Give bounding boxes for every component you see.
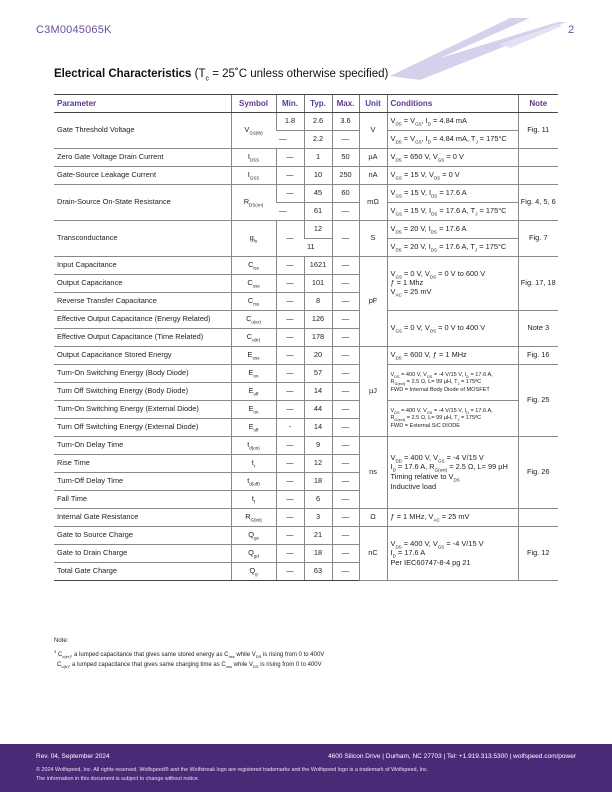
table-row: [54, 509, 558, 527]
table-row: [54, 257, 558, 275]
footnote-title: Note:: [54, 638, 69, 644]
symbol-cell: $C_{o(tr)}$: [231, 329, 276, 347]
max-cell: —: [332, 221, 359, 257]
param-cell: Zero Gate Voltage Drain Current: [54, 149, 231, 167]
min-cell: —: [276, 311, 304, 329]
min-cell: —: [276, 203, 304, 221]
note-cell: [518, 149, 558, 167]
symbol-cell: $I_{GSS}$: [231, 167, 276, 185]
col-header-min: Min.: [276, 95, 304, 113]
min-cell: —: [276, 563, 304, 581]
max-cell: —: [332, 419, 359, 437]
max-cell: —: [332, 329, 359, 347]
footnote-2: $C_{o(tr)}$, a lumped capacitance that gives same charging time as $C_{oss}$ while $V_{DS}$ is rising from 0 to 400V: [57, 662, 322, 670]
symbol-cell: $C_{o(er)}$: [231, 311, 276, 329]
typ-cell: 21: [304, 527, 332, 545]
max-cell: —: [332, 401, 359, 419]
symbol-cell: $C_{oss}$: [231, 275, 276, 293]
note-cell: Fig. 7: [518, 221, 558, 257]
table-row: [54, 113, 558, 131]
param-cell: Turn Off Switching Energy (External Diode): [54, 419, 231, 437]
table-header-row: [54, 95, 558, 113]
conditions-cell: $V_{DS} = V_{GS}$, $I_D = 4.84$ mA, $T_J = 175^\circ C$: [387, 131, 518, 149]
param-cell: Turn-On Switching Energy (External Diode): [54, 401, 231, 419]
typ-cell: 178: [304, 329, 332, 347]
unit-cell: ns: [359, 437, 387, 509]
col-header-unit: Unit: [359, 95, 387, 113]
max-cell: 3.6: [332, 113, 359, 131]
conditions-cell: $V_{DS} = 600$ V, ƒ = 1 MHz: [387, 347, 518, 365]
param-cell: Effective Output Capacitance (Energy Related): [54, 311, 231, 329]
unit-cell: pF: [359, 257, 387, 347]
param-cell: Turn-On Switching Energy (Body Diode): [54, 365, 231, 383]
min-cell: —: [276, 527, 304, 545]
unit-cell: µJ: [359, 347, 387, 437]
param-cell: Drain-Source On-State Resistance: [54, 185, 231, 221]
typ-cell: 63: [304, 563, 332, 581]
table-row: [54, 527, 558, 545]
table-row: [54, 185, 558, 203]
typ-cell: 14: [304, 383, 332, 401]
symbol-cell: $t_f$: [231, 491, 276, 509]
table-row: [54, 167, 558, 185]
col-header-typ: Typ.: [304, 95, 332, 113]
symbol-cell: $g_{fs}$: [231, 221, 276, 257]
symbol-cell: $E_{on}$: [231, 365, 276, 383]
typ-cell: 126: [304, 311, 332, 329]
conditions-cell: $V_{DS} = 400$ V, $V_{GS} = -4$ V/15 V, $I_D = 17.6$ A, $R_{G(ext)} = 2.5$ Ω, L= 99 µH, $T_J$ = 175ºC FWD = Internal Body Diode of MOSFET: [387, 365, 518, 401]
footnote-1: $^3$ $C_{o(er)}$, a lumped capacitance that gives same stored energy as $C_{oss}$ while $V_{DS}$ is rising from 0 to 400V: [54, 648, 325, 659]
param-cell: Turn Off Switching Energy (Body Diode): [54, 383, 231, 401]
col-header-max: Max.: [332, 95, 359, 113]
page-number: 2: [568, 24, 575, 36]
note-cell: Fig. 11: [518, 113, 558, 149]
unit-cell: nA: [359, 167, 387, 185]
col-header-parameter: Parameter: [54, 95, 231, 113]
param-cell: Reverse Transfer Capacitance: [54, 293, 231, 311]
symbol-cell: $Q_g$: [231, 563, 276, 581]
unit-cell: S: [359, 221, 387, 257]
copyright-text: © 2024 Wolfspeed, Inc. All rights reserved. Wolfspeed® and the Wolfstreak logo are registered trademarks and the Wolfspeed logo is a trademark of Wolfspeed, Inc. The information in this document is subject to change without notice.: [36, 767, 429, 782]
unit-cell: nC: [359, 527, 387, 581]
max-cell: 60: [332, 185, 359, 203]
param-cell: Output Capacitance: [54, 275, 231, 293]
param-cell: Effective Output Capacitance (Time Related): [54, 329, 231, 347]
table-row: [54, 311, 558, 329]
max-cell: —: [332, 275, 359, 293]
note-cell: Fig. 16: [518, 347, 558, 365]
min-cell: 1.8: [276, 113, 304, 131]
param-cell: Total Gate Charge: [54, 563, 231, 581]
max-cell: —: [332, 203, 359, 221]
note-cell: Fig. 4, 5, 6: [518, 185, 558, 221]
col-header-conditions: Conditions: [387, 95, 518, 113]
contact-address: 4600 Silicon Drive | Durham, NC 27703 | Tel: +1.919.313.5300 | wolfspeed.com/power: [328, 753, 576, 760]
note-cell: [518, 167, 558, 185]
max-cell: 50: [332, 149, 359, 167]
conditions-cell: $V_{DS} = 400$ V, $V_{GS} = -4$ V/15 V $I_D = 17.6$ A Per IEC60747-8-4 pg 21: [387, 527, 518, 581]
typ-cell: 57: [304, 365, 332, 383]
typ-cell: 9: [304, 437, 332, 455]
min-cell: —: [276, 365, 304, 383]
symbol-cell: $E_{off}$: [231, 419, 276, 437]
conditions-cell: $V_{GS} = 15$ V, $V_{DS} = 0$ V: [387, 167, 518, 185]
max-cell: —: [332, 509, 359, 527]
table-row: [54, 437, 558, 455]
unit-cell: mΩ: [359, 185, 387, 221]
conditions-cell: $V_{GS} = 15$ V, $I_{DS} = 17.6$ A: [387, 185, 518, 203]
min-cell: —: [276, 185, 304, 203]
unit-cell: V: [359, 113, 387, 149]
max-cell: —: [332, 473, 359, 491]
max-cell: —: [332, 545, 359, 563]
min-cell: —: [276, 509, 304, 527]
note-cell: Fig. 17, 18: [518, 257, 558, 311]
symbol-cell: $R_{DS(on)}$: [231, 185, 276, 221]
conditions-cell: $V_{DS} = 20$ V, $I_{DS} = 17.6$ A: [387, 221, 518, 239]
conditions-cell: $V_{DS} = 400$ V, $V_{GS} = -4$ V/15 V, $I_D = 17.6$ A, $R_{G(ext)} = 2.5$ Ω, L= 99 µH, $T_J$ = 175ºC FWD = External SiC DIODE: [387, 401, 518, 437]
max-cell: —: [332, 383, 359, 401]
table-row: [54, 149, 558, 167]
page-footer: [0, 744, 612, 792]
conditions-cell: $V_{DS} = 650$ V, $V_{GS} = 0$ V: [387, 149, 518, 167]
symbol-cell: $R_{G(int)}$: [231, 509, 276, 527]
conditions-cell: ƒ = 1 MHz, $V_{AC} = 25$ mV: [387, 509, 518, 527]
min-cell: —: [276, 383, 304, 401]
max-cell: —: [332, 527, 359, 545]
param-cell: Gate Threshold Voltage: [54, 113, 231, 149]
typ-cell: 3: [304, 509, 332, 527]
unit-cell: Ω: [359, 509, 387, 527]
note-cell: Fig. 12: [518, 527, 558, 581]
section-title: Electrical Characteristics ($T_c$ = 25˚C unless otherwise specified): [54, 68, 389, 83]
max-cell: —: [332, 491, 359, 509]
min-cell: —: [276, 257, 304, 275]
min-cell: —: [276, 293, 304, 311]
conditions-cell: $V_{GS} = 0$ V, $V_{DS} = 0$ V to 400 V: [387, 311, 518, 347]
param-cell: Gate-Source Leakage Current: [54, 167, 231, 185]
max-cell: 250: [332, 167, 359, 185]
max-cell: —: [332, 365, 359, 383]
max-cell: —: [332, 347, 359, 365]
symbol-cell: $E_{on}$: [231, 401, 276, 419]
conditions-cell: $V_{DS} = V_{GS}$, $I_D = 4.84$ mA: [387, 113, 518, 131]
table-row: [54, 347, 558, 365]
typ-cell: 18: [304, 473, 332, 491]
min-cell: —: [276, 167, 304, 185]
min-cell: -: [276, 419, 304, 437]
note-cell: Note 3: [518, 311, 558, 347]
typ-cell: 11: [304, 239, 332, 257]
param-cell: Output Capacitance Stored Energy: [54, 347, 231, 365]
footnote-block: [54, 637, 324, 672]
param-cell: Transconductance: [54, 221, 231, 257]
min-cell: —: [276, 347, 304, 365]
symbol-cell: $t_{d(on)}$: [231, 437, 276, 455]
symbol-cell: $I_{DSS}$: [231, 149, 276, 167]
min-cell: —: [276, 329, 304, 347]
conditions-cell: $V_{DS} = 20$ V, $I_{DS} = 17.6$ A, $T_J = 175^\circ C$: [387, 239, 518, 257]
col-header-symbol: Symbol: [231, 95, 276, 113]
min-cell: —: [276, 491, 304, 509]
typ-cell: 45: [304, 185, 332, 203]
param-cell: Gate to Drain Charge: [54, 545, 231, 563]
max-cell: —: [332, 437, 359, 455]
typ-cell: 6: [304, 491, 332, 509]
max-cell: —: [332, 563, 359, 581]
typ-cell: 1: [304, 149, 332, 167]
typ-cell: 61: [304, 203, 332, 221]
conditions-cell: $V_{DD} = 400$ V, $V_{GS} = -4$ V/15 V $I_D = 17.6$ A, $R_{G(ext)} = 2.5$ Ω, L= 99 µH Timing relative to $V_{DS}$ Inductive load: [387, 437, 518, 509]
max-cell: —: [332, 293, 359, 311]
note-cell: Fig. 26: [518, 437, 558, 509]
min-cell: —: [276, 437, 304, 455]
param-cell: Turn-On Delay Time: [54, 437, 231, 455]
param-cell: Turn-Off Delay Time: [54, 473, 231, 491]
table-row: [54, 365, 558, 383]
max-cell: —: [332, 311, 359, 329]
typ-cell: 44: [304, 401, 332, 419]
symbol-cell: $Q_{gs}$: [231, 527, 276, 545]
conditions-cell: $V_{GS} = 0$ V, $V_{DS} = 0$ V to 600 V ƒ = 1 Mhz $V_{AC} = 25$ mV: [387, 257, 518, 311]
conditions-cell: $V_{GS} = 15$ V, $I_{DS} = 17.6$ A, $T_J = 175^\circ C$: [387, 203, 518, 221]
typ-cell: 18: [304, 545, 332, 563]
min-cell: —: [276, 131, 304, 149]
typ-cell: 101: [304, 275, 332, 293]
max-cell: —: [332, 131, 359, 149]
min-cell: —: [276, 221, 304, 257]
typ-cell: 1621: [304, 257, 332, 275]
revision-label: Rev. 04, September 2024: [36, 753, 110, 760]
col-header-note: Note: [518, 95, 558, 113]
symbol-cell: $C_{iss}$: [231, 257, 276, 275]
min-cell: —: [276, 149, 304, 167]
typ-cell: 12: [304, 455, 332, 473]
param-cell: Fall Time: [54, 491, 231, 509]
typ-cell: 12: [304, 221, 332, 239]
min-cell: —: [276, 545, 304, 563]
min-cell: —: [276, 401, 304, 419]
symbol-cell: $E_{oss}$: [231, 347, 276, 365]
param-cell: Input Capacitance: [54, 257, 231, 275]
param-cell: Gate to Source Charge: [54, 527, 231, 545]
min-cell: —: [276, 473, 304, 491]
typ-cell: 2.6: [304, 113, 332, 131]
typ-cell: 20: [304, 347, 332, 365]
part-number: C3M0045065K: [36, 24, 112, 36]
typ-cell: 8: [304, 293, 332, 311]
symbol-cell: $t_{d(off)}$: [231, 473, 276, 491]
typ-cell: 14: [304, 419, 332, 437]
note-cell: Fig. 25: [518, 365, 558, 437]
symbol-cell: $C_{rss}$: [231, 293, 276, 311]
electrical-characteristics-table: [54, 94, 558, 581]
wolfspeed-streak-logo: [380, 14, 570, 84]
note-cell: [518, 509, 558, 527]
unit-cell: µA: [359, 149, 387, 167]
typ-cell: 10: [304, 167, 332, 185]
symbol-cell: $Q_{gd}$: [231, 545, 276, 563]
symbol-cell: $t_r$: [231, 455, 276, 473]
symbol-cell: $V_{GS(th)}$: [231, 113, 276, 149]
min-cell: —: [276, 275, 304, 293]
param-cell: Rise Time: [54, 455, 231, 473]
table-row: [54, 221, 558, 239]
max-cell: —: [332, 455, 359, 473]
param-cell: Internal Gate Resistance: [54, 509, 231, 527]
max-cell: —: [332, 257, 359, 275]
min-cell: —: [276, 455, 304, 473]
table-row: [54, 401, 558, 419]
symbol-cell: $E_{off}$: [231, 383, 276, 401]
typ-cell: 2.2: [304, 131, 332, 149]
